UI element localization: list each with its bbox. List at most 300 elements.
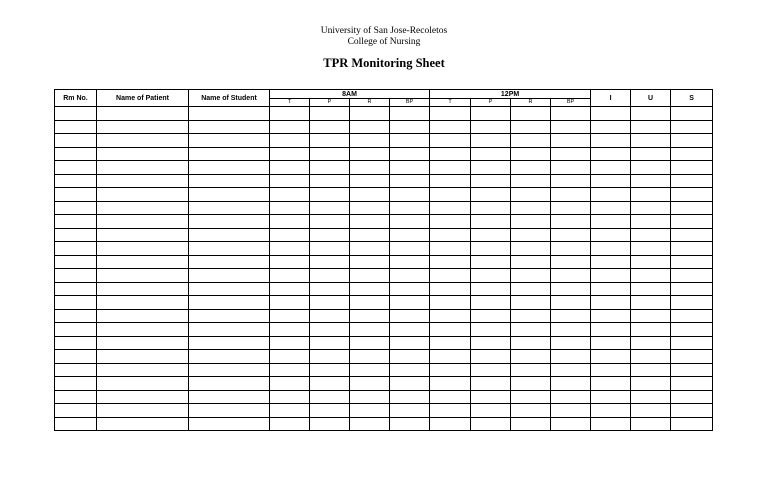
table-cell[interactable]: [551, 336, 591, 350]
table-cell[interactable]: [471, 336, 511, 350]
table-cell[interactable]: [430, 296, 471, 310]
table-cell[interactable]: [350, 282, 390, 296]
table-cell[interactable]: [671, 390, 713, 404]
table-cell[interactable]: [270, 215, 310, 229]
table-cell[interactable]: [310, 147, 350, 161]
table-cell[interactable]: [631, 404, 671, 418]
table-cell[interactable]: [430, 228, 471, 242]
table-cell[interactable]: [511, 296, 551, 310]
table-cell[interactable]: [350, 309, 390, 323]
table-cell[interactable]: [55, 404, 97, 418]
table-cell[interactable]: [430, 201, 471, 215]
table-cell[interactable]: [55, 323, 97, 337]
table-cell[interactable]: [55, 282, 97, 296]
table-cell[interactable]: [591, 390, 631, 404]
table-cell[interactable]: [390, 107, 430, 121]
table-cell[interactable]: [511, 417, 551, 431]
table-cell[interactable]: [390, 363, 430, 377]
table-cell[interactable]: [350, 147, 390, 161]
table-cell[interactable]: [350, 323, 390, 337]
table-cell[interactable]: [591, 255, 631, 269]
table-cell[interactable]: [97, 120, 189, 134]
table-cell[interactable]: [551, 120, 591, 134]
table-cell[interactable]: [671, 363, 713, 377]
table-cell[interactable]: [189, 242, 270, 256]
table-cell[interactable]: [631, 228, 671, 242]
table-cell[interactable]: [270, 336, 310, 350]
table-cell[interactable]: [430, 242, 471, 256]
table-cell[interactable]: [310, 161, 350, 175]
table-cell[interactable]: [591, 417, 631, 431]
table-cell[interactable]: [55, 417, 97, 431]
table-cell[interactable]: [350, 201, 390, 215]
table-cell[interactable]: [631, 201, 671, 215]
table-cell[interactable]: [189, 282, 270, 296]
table-cell[interactable]: [671, 282, 713, 296]
table-cell[interactable]: [671, 296, 713, 310]
table-cell[interactable]: [671, 309, 713, 323]
table-cell[interactable]: [631, 107, 671, 121]
table-cell[interactable]: [551, 242, 591, 256]
table-cell[interactable]: [671, 404, 713, 418]
table-cell[interactable]: [310, 282, 350, 296]
table-cell[interactable]: [430, 188, 471, 202]
table-cell[interactable]: [270, 323, 310, 337]
table-cell[interactable]: [551, 215, 591, 229]
table-cell[interactable]: [591, 174, 631, 188]
table-cell[interactable]: [551, 404, 591, 418]
table-cell[interactable]: [591, 120, 631, 134]
table-cell[interactable]: [310, 296, 350, 310]
table-cell[interactable]: [551, 201, 591, 215]
table-cell[interactable]: [350, 363, 390, 377]
table-cell[interactable]: [270, 417, 310, 431]
table-cell[interactable]: [591, 215, 631, 229]
table-cell[interactable]: [310, 377, 350, 391]
table-cell[interactable]: [471, 228, 511, 242]
table-cell[interactable]: [55, 296, 97, 310]
table-cell[interactable]: [350, 296, 390, 310]
table-cell[interactable]: [631, 255, 671, 269]
table-cell[interactable]: [631, 242, 671, 256]
table-cell[interactable]: [270, 228, 310, 242]
table-cell[interactable]: [631, 377, 671, 391]
table-cell[interactable]: [631, 390, 671, 404]
table-cell[interactable]: [270, 188, 310, 202]
table-cell[interactable]: [430, 363, 471, 377]
table-cell[interactable]: [390, 228, 430, 242]
table-cell[interactable]: [390, 309, 430, 323]
table-cell[interactable]: [671, 323, 713, 337]
table-cell[interactable]: [551, 296, 591, 310]
table-cell[interactable]: [430, 134, 471, 148]
table-cell[interactable]: [551, 161, 591, 175]
table-cell[interactable]: [55, 309, 97, 323]
table-cell[interactable]: [511, 107, 551, 121]
table-cell[interactable]: [270, 296, 310, 310]
table-cell[interactable]: [270, 107, 310, 121]
table-cell[interactable]: [671, 242, 713, 256]
table-cell[interactable]: [551, 282, 591, 296]
table-cell[interactable]: [390, 161, 430, 175]
table-cell[interactable]: [430, 309, 471, 323]
table-cell[interactable]: [97, 417, 189, 431]
table-cell[interactable]: [471, 242, 511, 256]
table-cell[interactable]: [350, 174, 390, 188]
table-cell[interactable]: [471, 296, 511, 310]
table-cell[interactable]: [430, 390, 471, 404]
table-cell[interactable]: [350, 255, 390, 269]
table-cell[interactable]: [189, 161, 270, 175]
table-cell[interactable]: [189, 377, 270, 391]
table-cell[interactable]: [551, 323, 591, 337]
table-cell[interactable]: [189, 134, 270, 148]
table-cell[interactable]: [430, 120, 471, 134]
table-cell[interactable]: [591, 161, 631, 175]
table-cell[interactable]: [671, 134, 713, 148]
table-cell[interactable]: [430, 323, 471, 337]
table-cell[interactable]: [97, 134, 189, 148]
table-cell[interactable]: [310, 269, 350, 283]
table-cell[interactable]: [310, 404, 350, 418]
table-cell[interactable]: [350, 107, 390, 121]
table-cell[interactable]: [189, 228, 270, 242]
table-cell[interactable]: [591, 363, 631, 377]
table-cell[interactable]: [97, 390, 189, 404]
table-cell[interactable]: [471, 161, 511, 175]
table-cell[interactable]: [591, 147, 631, 161]
table-cell[interactable]: [471, 120, 511, 134]
table-cell[interactable]: [511, 120, 551, 134]
table-cell[interactable]: [631, 147, 671, 161]
table-cell[interactable]: [511, 147, 551, 161]
table-cell[interactable]: [310, 323, 350, 337]
table-cell[interactable]: [591, 188, 631, 202]
table-cell[interactable]: [310, 188, 350, 202]
table-cell[interactable]: [430, 107, 471, 121]
table-cell[interactable]: [189, 269, 270, 283]
table-cell[interactable]: [270, 147, 310, 161]
table-cell[interactable]: [471, 417, 511, 431]
table-cell[interactable]: [671, 377, 713, 391]
table-cell[interactable]: [310, 309, 350, 323]
table-cell[interactable]: [471, 215, 511, 229]
table-cell[interactable]: [310, 255, 350, 269]
table-cell[interactable]: [511, 336, 551, 350]
table-cell[interactable]: [97, 269, 189, 283]
table-cell[interactable]: [671, 228, 713, 242]
table-cell[interactable]: [270, 134, 310, 148]
table-cell[interactable]: [671, 417, 713, 431]
table-cell[interactable]: [189, 404, 270, 418]
table-cell[interactable]: [270, 201, 310, 215]
table-cell[interactable]: [310, 228, 350, 242]
table-cell[interactable]: [97, 363, 189, 377]
table-cell[interactable]: [55, 228, 97, 242]
table-cell[interactable]: [189, 363, 270, 377]
table-cell[interactable]: [511, 188, 551, 202]
table-cell[interactable]: [350, 350, 390, 364]
table-cell[interactable]: [390, 201, 430, 215]
table-cell[interactable]: [350, 228, 390, 242]
table-cell[interactable]: [591, 296, 631, 310]
table-cell[interactable]: [430, 161, 471, 175]
table-cell[interactable]: [671, 215, 713, 229]
table-cell[interactable]: [270, 390, 310, 404]
table-cell[interactable]: [310, 363, 350, 377]
table-cell[interactable]: [310, 134, 350, 148]
table-cell[interactable]: [631, 296, 671, 310]
table-cell[interactable]: [671, 269, 713, 283]
table-cell[interactable]: [471, 174, 511, 188]
table-cell[interactable]: [511, 323, 551, 337]
table-cell[interactable]: [390, 417, 430, 431]
table-cell[interactable]: [55, 269, 97, 283]
table-cell[interactable]: [270, 404, 310, 418]
table-cell[interactable]: [350, 120, 390, 134]
table-cell[interactable]: [55, 134, 97, 148]
table-cell[interactable]: [55, 147, 97, 161]
table-cell[interactable]: [270, 242, 310, 256]
table-cell[interactable]: [390, 296, 430, 310]
table-cell[interactable]: [310, 336, 350, 350]
table-cell[interactable]: [671, 107, 713, 121]
table-cell[interactable]: [430, 350, 471, 364]
table-cell[interactable]: [270, 174, 310, 188]
table-cell[interactable]: [350, 417, 390, 431]
table-cell[interactable]: [511, 350, 551, 364]
table-cell[interactable]: [390, 323, 430, 337]
table-cell[interactable]: [350, 390, 390, 404]
table-cell[interactable]: [471, 188, 511, 202]
table-cell[interactable]: [390, 134, 430, 148]
table-cell[interactable]: [97, 201, 189, 215]
table-cell[interactable]: [55, 107, 97, 121]
table-cell[interactable]: [511, 134, 551, 148]
table-cell[interactable]: [511, 269, 551, 283]
table-cell[interactable]: [430, 404, 471, 418]
table-cell[interactable]: [591, 242, 631, 256]
table-cell[interactable]: [631, 350, 671, 364]
table-cell[interactable]: [55, 350, 97, 364]
table-cell[interactable]: [270, 377, 310, 391]
table-cell[interactable]: [189, 201, 270, 215]
table-cell[interactable]: [430, 269, 471, 283]
table-cell[interactable]: [350, 269, 390, 283]
table-cell[interactable]: [551, 134, 591, 148]
table-cell[interactable]: [97, 242, 189, 256]
table-cell[interactable]: [430, 417, 471, 431]
table-cell[interactable]: [551, 269, 591, 283]
table-cell[interactable]: [631, 134, 671, 148]
table-cell[interactable]: [310, 417, 350, 431]
table-cell[interactable]: [55, 120, 97, 134]
table-cell[interactable]: [591, 404, 631, 418]
table-cell[interactable]: [471, 134, 511, 148]
table-cell[interactable]: [591, 377, 631, 391]
table-cell[interactable]: [591, 282, 631, 296]
table-cell[interactable]: [97, 323, 189, 337]
table-cell[interactable]: [270, 269, 310, 283]
table-cell[interactable]: [310, 174, 350, 188]
table-cell[interactable]: [390, 269, 430, 283]
table-cell[interactable]: [511, 228, 551, 242]
table-cell[interactable]: [671, 174, 713, 188]
table-cell[interactable]: [310, 242, 350, 256]
table-cell[interactable]: [511, 255, 551, 269]
table-cell[interactable]: [430, 336, 471, 350]
table-cell[interactable]: [390, 120, 430, 134]
table-cell[interactable]: [390, 350, 430, 364]
table-cell[interactable]: [390, 404, 430, 418]
table-cell[interactable]: [55, 336, 97, 350]
table-cell[interactable]: [511, 309, 551, 323]
table-cell[interactable]: [189, 336, 270, 350]
table-cell[interactable]: [97, 296, 189, 310]
table-cell[interactable]: [55, 255, 97, 269]
table-cell[interactable]: [430, 377, 471, 391]
table-cell[interactable]: [350, 242, 390, 256]
table-cell[interactable]: [511, 404, 551, 418]
table-cell[interactable]: [350, 188, 390, 202]
table-cell[interactable]: [189, 120, 270, 134]
table-cell[interactable]: [270, 309, 310, 323]
table-cell[interactable]: [189, 323, 270, 337]
table-cell[interactable]: [189, 350, 270, 364]
table-cell[interactable]: [390, 147, 430, 161]
table-cell[interactable]: [390, 390, 430, 404]
table-cell[interactable]: [97, 404, 189, 418]
table-cell[interactable]: [189, 390, 270, 404]
table-cell[interactable]: [471, 269, 511, 283]
table-cell[interactable]: [471, 255, 511, 269]
table-cell[interactable]: [631, 174, 671, 188]
table-cell[interactable]: [97, 228, 189, 242]
table-cell[interactable]: [97, 215, 189, 229]
table-cell[interactable]: [471, 377, 511, 391]
table-cell[interactable]: [55, 161, 97, 175]
table-cell[interactable]: [97, 161, 189, 175]
table-cell[interactable]: [55, 377, 97, 391]
table-cell[interactable]: [591, 336, 631, 350]
table-cell[interactable]: [310, 201, 350, 215]
table-cell[interactable]: [310, 107, 350, 121]
table-cell[interactable]: [631, 282, 671, 296]
table-cell[interactable]: [471, 404, 511, 418]
table-cell[interactable]: [189, 107, 270, 121]
table-cell[interactable]: [631, 269, 671, 283]
table-cell[interactable]: [551, 390, 591, 404]
table-cell[interactable]: [631, 323, 671, 337]
table-cell[interactable]: [97, 147, 189, 161]
table-cell[interactable]: [671, 255, 713, 269]
table-cell[interactable]: [390, 242, 430, 256]
table-cell[interactable]: [471, 390, 511, 404]
table-cell[interactable]: [390, 188, 430, 202]
table-cell[interactable]: [551, 188, 591, 202]
table-cell[interactable]: [189, 309, 270, 323]
table-cell[interactable]: [591, 201, 631, 215]
table-cell[interactable]: [591, 134, 631, 148]
table-cell[interactable]: [390, 336, 430, 350]
table-cell[interactable]: [350, 404, 390, 418]
table-cell[interactable]: [511, 215, 551, 229]
table-cell[interactable]: [631, 215, 671, 229]
table-cell[interactable]: [310, 390, 350, 404]
table-cell[interactable]: [671, 336, 713, 350]
table-cell[interactable]: [591, 228, 631, 242]
table-cell[interactable]: [390, 215, 430, 229]
table-cell[interactable]: [471, 147, 511, 161]
table-cell[interactable]: [390, 377, 430, 391]
table-cell[interactable]: [591, 269, 631, 283]
table-cell[interactable]: [511, 201, 551, 215]
table-cell[interactable]: [511, 377, 551, 391]
table-cell[interactable]: [430, 174, 471, 188]
table-cell[interactable]: [390, 282, 430, 296]
table-cell[interactable]: [430, 255, 471, 269]
table-cell[interactable]: [671, 161, 713, 175]
table-cell[interactable]: [591, 309, 631, 323]
table-cell[interactable]: [430, 215, 471, 229]
table-cell[interactable]: [671, 188, 713, 202]
table-cell[interactable]: [551, 350, 591, 364]
table-cell[interactable]: [591, 350, 631, 364]
table-cell[interactable]: [511, 174, 551, 188]
table-cell[interactable]: [551, 228, 591, 242]
table-cell[interactable]: [55, 174, 97, 188]
table-cell[interactable]: [631, 363, 671, 377]
table-cell[interactable]: [551, 363, 591, 377]
table-cell[interactable]: [631, 161, 671, 175]
table-cell[interactable]: [97, 377, 189, 391]
table-cell[interactable]: [189, 255, 270, 269]
table-cell[interactable]: [350, 336, 390, 350]
table-cell[interactable]: [270, 120, 310, 134]
table-cell[interactable]: [551, 147, 591, 161]
table-cell[interactable]: [270, 255, 310, 269]
table-cell[interactable]: [551, 107, 591, 121]
table-cell[interactable]: [55, 242, 97, 256]
table-cell[interactable]: [55, 215, 97, 229]
table-cell[interactable]: [471, 363, 511, 377]
table-cell[interactable]: [189, 174, 270, 188]
table-cell[interactable]: [55, 188, 97, 202]
table-cell[interactable]: [55, 390, 97, 404]
table-cell[interactable]: [97, 282, 189, 296]
table-cell[interactable]: [310, 350, 350, 364]
table-cell[interactable]: [671, 201, 713, 215]
table-cell[interactable]: [97, 188, 189, 202]
table-cell[interactable]: [471, 201, 511, 215]
table-cell[interactable]: [270, 363, 310, 377]
table-cell[interactable]: [471, 323, 511, 337]
table-cell[interactable]: [631, 336, 671, 350]
table-cell[interactable]: [189, 147, 270, 161]
table-cell[interactable]: [97, 107, 189, 121]
table-cell[interactable]: [189, 215, 270, 229]
table-cell[interactable]: [310, 215, 350, 229]
table-cell[interactable]: [671, 350, 713, 364]
table-cell[interactable]: [97, 174, 189, 188]
table-cell[interactable]: [189, 417, 270, 431]
table-cell[interactable]: [270, 161, 310, 175]
table-cell[interactable]: [631, 417, 671, 431]
table-cell[interactable]: [97, 255, 189, 269]
table-cell[interactable]: [671, 120, 713, 134]
table-cell[interactable]: [631, 309, 671, 323]
table-cell[interactable]: [390, 174, 430, 188]
